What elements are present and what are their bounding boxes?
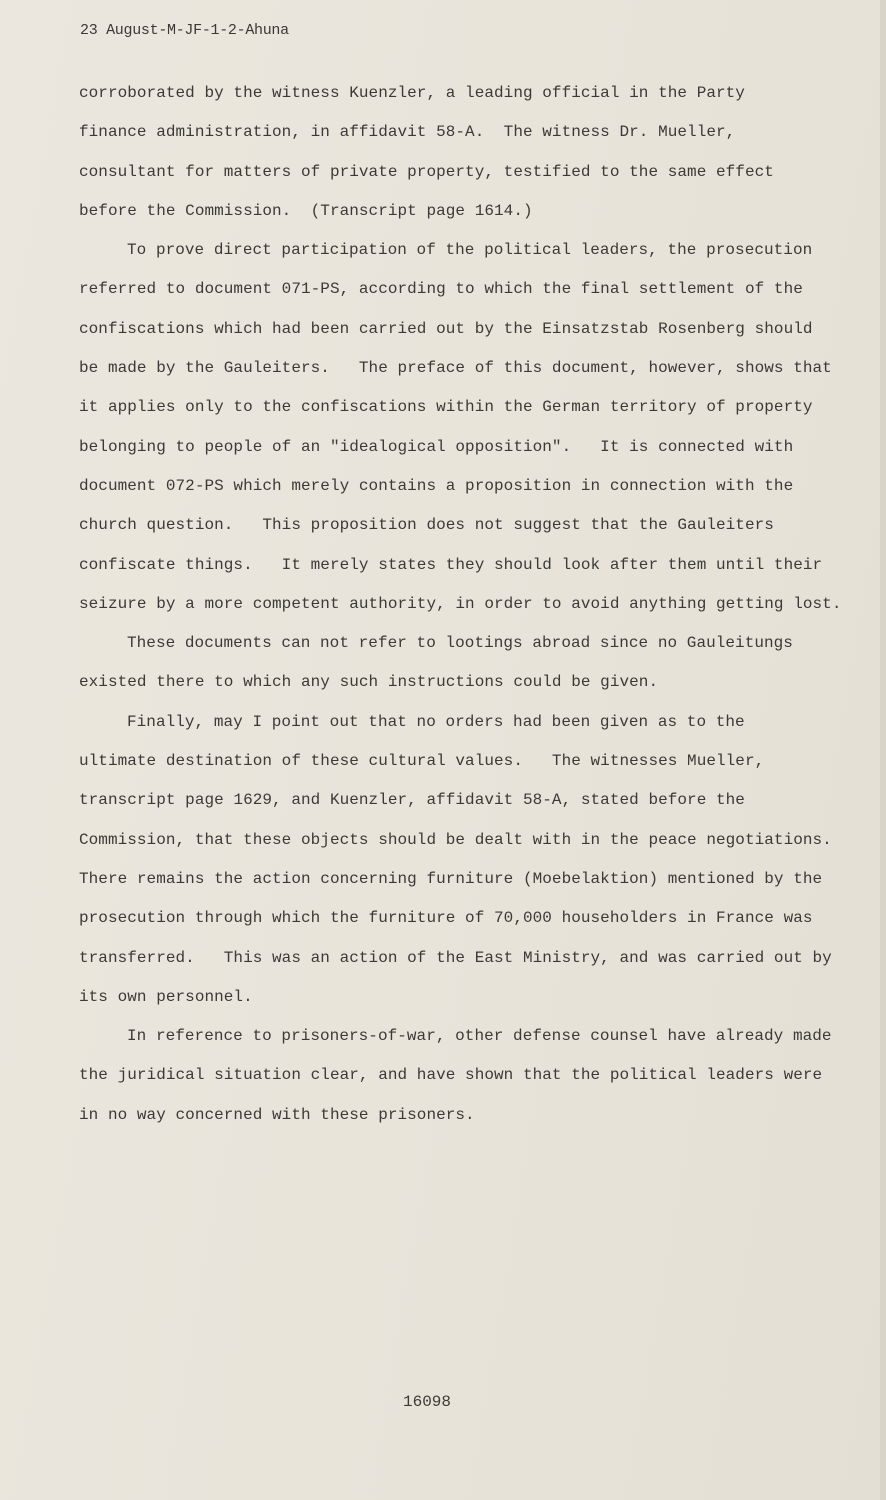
text-line: These documents can not refer to lootings abroad since no Gauleitungs (127, 634, 793, 653)
text-line: seizure by a more competent authority, in order to avoid anything getting lost. (79, 594, 842, 613)
text-line: prosecution through which the furniture of 70,000 householders in France was (79, 909, 813, 928)
page-number: 16098 (403, 1393, 452, 1411)
text-line: the juridical situation clear, and have shown that the political leaders were (79, 1066, 823, 1085)
text-line: its own personnel. (79, 987, 253, 1006)
text-line: consultant for matters of private property, testified to the same effect (79, 162, 774, 181)
text-line: transcript page 1629, and Kuenzler, affidavit 58-A, stated before the (79, 791, 745, 810)
text-line: transferred. This was an action of the East Ministry, and was carried out by (79, 948, 832, 967)
text-line: in no way concerned with these prisoners. (79, 1105, 475, 1124)
text-line: document 072-PS which merely contains a proposition in connection with the (79, 476, 794, 495)
paragraph (79, 1024, 859, 1142)
page-header: 23 August-M-JF-1-2-Ahuna (80, 22, 289, 39)
text-line: referred to document 071-PS, according to which the final settlement of the (79, 280, 803, 299)
text-line: existed there to which any such instructions could be given. (79, 673, 659, 692)
text-line: In reference to prisoners-of-war, other defense counsel have already made (127, 1027, 832, 1046)
text-line: it applies only to the confiscations within the German territory of property (79, 398, 813, 417)
paragraph (79, 710, 859, 1024)
text-line: confiscate things. It merely states they should look after them until their (79, 555, 823, 574)
text-line: finance administration, in affidavit 58-A. The witness Dr. Mueller, (79, 123, 736, 142)
text-line: Commission, that these objects should be dealt with in the peace negotiations. (79, 830, 832, 849)
text-line: To prove direct participation of the political leaders, the prosecution (127, 241, 813, 260)
text-line: corroborated by the witness Kuenzler, a leading official in the Party (79, 84, 745, 102)
text-line: Finally, may I point out that no orders had been given as to the (127, 712, 745, 731)
paragraph (79, 631, 859, 710)
text-line: ultimate destination of these cultural values. The witnesses Mueller, (79, 752, 765, 771)
page-edge (880, 0, 886, 1500)
text-line: church question. This proposition does not suggest that the Gauleiters (79, 516, 774, 535)
text-line: belonging to people of an "idealogical opposition". It is connected with (79, 437, 794, 456)
text-line: There remains the action concerning furniture (Moebelaktion) mentioned by the (79, 869, 823, 888)
text-line: be made by the Gauleiters. The preface of this document, however, shows that (79, 359, 832, 378)
paragraph (79, 81, 859, 238)
text-line: before the Commission. (Transcript page 1614.) (79, 201, 533, 220)
document-body (79, 81, 859, 1142)
paragraph (79, 238, 859, 631)
text-line: confiscations which had been carried out by the Einsatzstab Rosenberg should (79, 319, 813, 338)
